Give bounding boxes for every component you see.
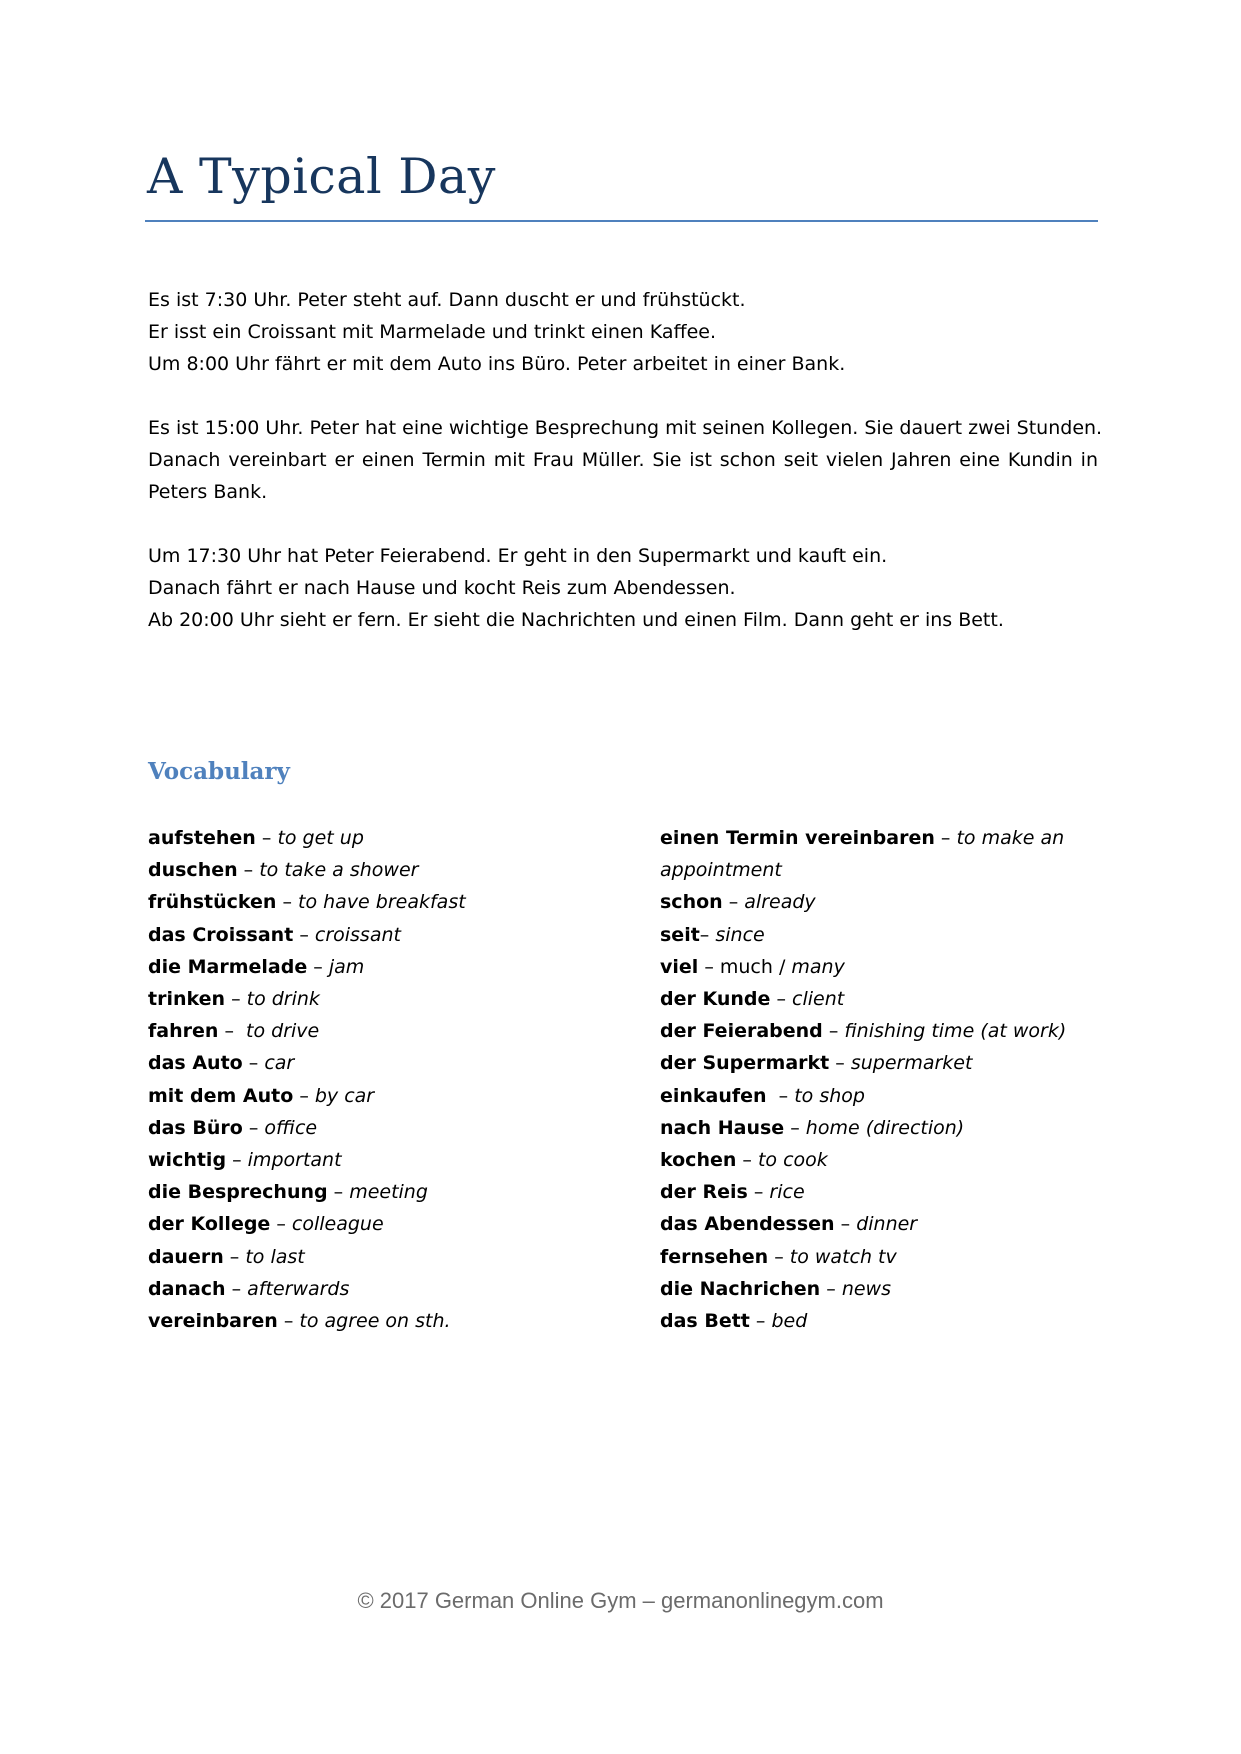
vocab-separator: – <box>770 988 792 1011</box>
vocab-entry <box>660 822 1066 854</box>
vocab-german-term: der Kunde <box>660 988 771 1011</box>
vocab-german-term: der Supermarkt <box>660 1052 830 1075</box>
vocab-separator: – <box>293 1084 315 1107</box>
vocab-separator: – <box>293 923 315 946</box>
vocab-entry <box>660 1305 1066 1337</box>
vocab-english-translation: to cook <box>757 1149 828 1172</box>
text-line: Es ist 7:30 Uhr. Peter steht auf. Dann duscht er und frühstückt. <box>148 289 746 311</box>
vocab-german-term: einkaufen <box>660 1084 767 1107</box>
vocab-separator: – <box>270 1213 292 1236</box>
vocab-separator: – much / <box>698 955 792 978</box>
vocab-entry <box>148 1080 466 1112</box>
vocab-english-translation: rice <box>769 1181 805 1204</box>
vocab-english-translation: to get up <box>277 827 364 849</box>
vocab-entry <box>660 1241 1066 1273</box>
vocabulary-heading: Vocabulary <box>148 758 290 785</box>
vocab-german-term: viel <box>660 955 699 978</box>
vocab-english-translation: to agree on sth. <box>299 1310 451 1333</box>
vocab-english-translation: many <box>791 955 845 978</box>
vocab-english-translation: dinner <box>856 1213 918 1236</box>
vocab-entry <box>148 1144 466 1176</box>
vocab-separator: – <box>722 891 745 914</box>
vocab-english-translation: important <box>247 1149 342 1172</box>
vocab-entry <box>148 919 466 951</box>
vocab-english-translation: news <box>841 1277 891 1300</box>
vocab-separator: – <box>749 1310 772 1333</box>
vocab-separator: – <box>225 1277 248 1300</box>
vocab-entry <box>148 1241 466 1273</box>
vocab-german-term: duschen <box>148 859 238 882</box>
vocab-separator: – <box>223 1245 246 1268</box>
vocab-german-term: das Büro <box>148 1116 243 1139</box>
vocab-english-translation: to drive <box>246 1020 320 1043</box>
vocab-entry <box>148 822 466 854</box>
vocab-entry <box>148 1208 466 1240</box>
vocab-entry <box>660 1015 1066 1047</box>
paragraph-afternoon <box>148 412 1103 508</box>
vocab-english-translation: by car <box>314 1084 375 1107</box>
vocab-english-translation: to take a shower <box>259 859 419 882</box>
vocab-entry <box>660 1047 1066 1079</box>
vocab-entry <box>148 1176 466 1208</box>
vocab-german-term: einen Termin vereinbaren <box>660 827 935 849</box>
text-line: Um 17:30 Uhr hat Peter Feierabend. Er geht in den Supermarkt und kauft ein. <box>148 545 888 567</box>
vocab-separator: – <box>225 988 247 1011</box>
vocab-entry <box>660 1144 1066 1176</box>
text-line: Um 8:00 Uhr fährt er mit dem Auto ins Büro. Peter arbeitet in einer Bank. <box>148 353 846 375</box>
vocab-separator: – <box>218 1020 247 1043</box>
vocab-english-translation: jam <box>328 955 365 978</box>
paragraph-evening <box>148 540 1098 636</box>
vocab-separator: – <box>237 859 260 882</box>
vocab-separator: – <box>822 1020 845 1043</box>
vocab-english-translation: to shop <box>794 1084 865 1107</box>
vocab-entry <box>148 1112 466 1144</box>
vocab-english-translation: appointment <box>660 859 782 882</box>
text-line: Peters Bank. <box>148 481 268 503</box>
vocab-english-translation: croissant <box>314 923 401 946</box>
paragraph-morning <box>148 284 1098 380</box>
text-line: Er isst ein Croissant mit Marmelade und trinkt einen Kaffee. <box>148 321 717 343</box>
vocab-entry <box>148 854 466 886</box>
vocab-entry <box>660 1176 1066 1208</box>
vocab-entry <box>660 886 1066 918</box>
vocab-german-term: danach <box>148 1277 226 1300</box>
vocab-german-term: das Croissant <box>148 923 294 946</box>
page-title: A Typical Day <box>147 148 496 205</box>
vocab-separator: – <box>276 891 299 914</box>
vocab-german-term: vereinbaren <box>148 1310 278 1333</box>
text-line: Es ist 15:00 Uhr. Peter hat eine wichtige Besprechung mit seinen Kollegen. Sie dauert zwei Stunden. <box>148 417 1103 439</box>
vocab-separator: – <box>834 1213 857 1236</box>
vocab-german-term: dauern <box>148 1245 224 1268</box>
vocab-entry <box>660 919 1066 951</box>
vocab-entry <box>148 983 466 1015</box>
vocab-entry <box>660 1112 1066 1144</box>
vocab-english-translation: client <box>792 988 845 1011</box>
vocab-german-term: die Marmelade <box>148 955 308 978</box>
vocab-entry <box>148 1015 466 1047</box>
vocab-german-term: der Kollege <box>148 1213 271 1236</box>
vocab-separator: – <box>829 1052 851 1075</box>
vocab-separator: – <box>747 1181 770 1204</box>
vocabulary-list-left <box>148 822 466 1337</box>
vocab-german-term: fahren <box>148 1020 219 1043</box>
vocab-separator: – <box>766 1084 795 1107</box>
vocab-separator: – <box>255 827 278 849</box>
vocab-separator: – <box>226 1149 248 1172</box>
vocab-english-translation: supermarket <box>850 1052 973 1075</box>
vocabulary-list-right <box>660 822 1066 1337</box>
vocab-entry <box>148 951 466 983</box>
vocab-entry <box>660 1273 1066 1305</box>
vocab-separator: – <box>699 923 716 946</box>
vocab-english-translation: meeting <box>349 1181 428 1204</box>
vocab-entry <box>660 854 1066 886</box>
text-line: Danach fährt er nach Hause und kocht Reis zum Abendessen. <box>148 577 736 599</box>
vocab-english-translation: home (direction) <box>805 1116 965 1139</box>
copyright-footer: © 2017 German Online Gym – germanonlinegym.com <box>357 1588 884 1613</box>
vocab-english-translation: to have breakfast <box>298 891 466 914</box>
vocab-german-term: das Auto <box>148 1052 243 1075</box>
vocab-separator: – <box>242 1052 265 1075</box>
vocab-german-term: frühstücken <box>148 891 277 914</box>
vocab-separator: – <box>820 1277 842 1300</box>
vocab-entry <box>660 1208 1066 1240</box>
vocab-separator: – <box>242 1116 265 1139</box>
vocab-separator: – <box>307 955 329 978</box>
vocab-separator: – <box>784 1116 806 1139</box>
vocab-german-term: seit <box>660 923 700 946</box>
vocab-entry <box>148 1047 466 1079</box>
vocab-english-translation: afterwards <box>247 1277 350 1300</box>
vocab-separator: – <box>277 1310 300 1333</box>
vocab-english-translation: car <box>264 1052 295 1075</box>
vocab-separator: – <box>934 827 957 849</box>
vocab-german-term: kochen <box>660 1149 737 1172</box>
vocab-english-translation: finishing time (at work) <box>844 1020 1067 1043</box>
vocab-english-translation: to make an <box>956 827 1065 849</box>
vocab-english-translation: already <box>744 891 816 914</box>
vocab-separator: – <box>327 1181 350 1204</box>
vocab-german-term: der Reis <box>660 1181 748 1204</box>
vocab-separator: – <box>768 1245 790 1268</box>
text-line: Ab 20:00 Uhr sieht er fern. Er sieht die Nachrichten und einen Film. Dann geht er ins Bett. <box>148 609 1004 631</box>
vocab-english-translation: to watch tv <box>789 1245 897 1268</box>
vocab-english-translation: to last <box>245 1245 305 1268</box>
vocab-separator: – <box>736 1149 758 1172</box>
vocab-english-translation: office <box>264 1116 318 1139</box>
vocab-german-term: das Abendessen <box>660 1213 835 1236</box>
vocab-entry <box>660 951 1066 983</box>
vocab-entry <box>148 1273 466 1305</box>
vocab-german-term: wichtig <box>148 1149 227 1172</box>
vocab-german-term: nach Hause <box>660 1116 785 1139</box>
vocab-german-term: die Nachrichen <box>660 1277 821 1300</box>
title-underline <box>145 220 1098 222</box>
vocab-german-term: aufstehen <box>148 827 256 849</box>
vocab-english-translation: since <box>715 923 765 946</box>
text-line: Danach vereinbart er einen Termin mit Frau Müller. Sie ist schon seit vielen Jahren eine Kundin in <box>148 449 1098 471</box>
vocab-german-term: der Feierabend <box>660 1020 823 1043</box>
story-text <box>148 284 1103 668</box>
vocab-english-translation: colleague <box>291 1213 384 1236</box>
vocab-entry <box>148 1305 466 1337</box>
vocab-german-term: das Bett <box>660 1310 750 1333</box>
vocab-english-translation: to drink <box>246 988 320 1011</box>
vocab-german-term: fernsehen <box>660 1245 769 1268</box>
vocab-entry <box>660 1080 1066 1112</box>
vocab-german-term: mit dem Auto <box>148 1084 294 1107</box>
vocab-english-translation: bed <box>771 1310 808 1333</box>
vocab-german-term: schon <box>660 891 723 914</box>
vocab-entry <box>660 983 1066 1015</box>
vocab-german-term: die Besprechung <box>148 1181 328 1204</box>
vocab-german-term: trinken <box>148 988 226 1011</box>
vocab-entry <box>148 886 466 918</box>
